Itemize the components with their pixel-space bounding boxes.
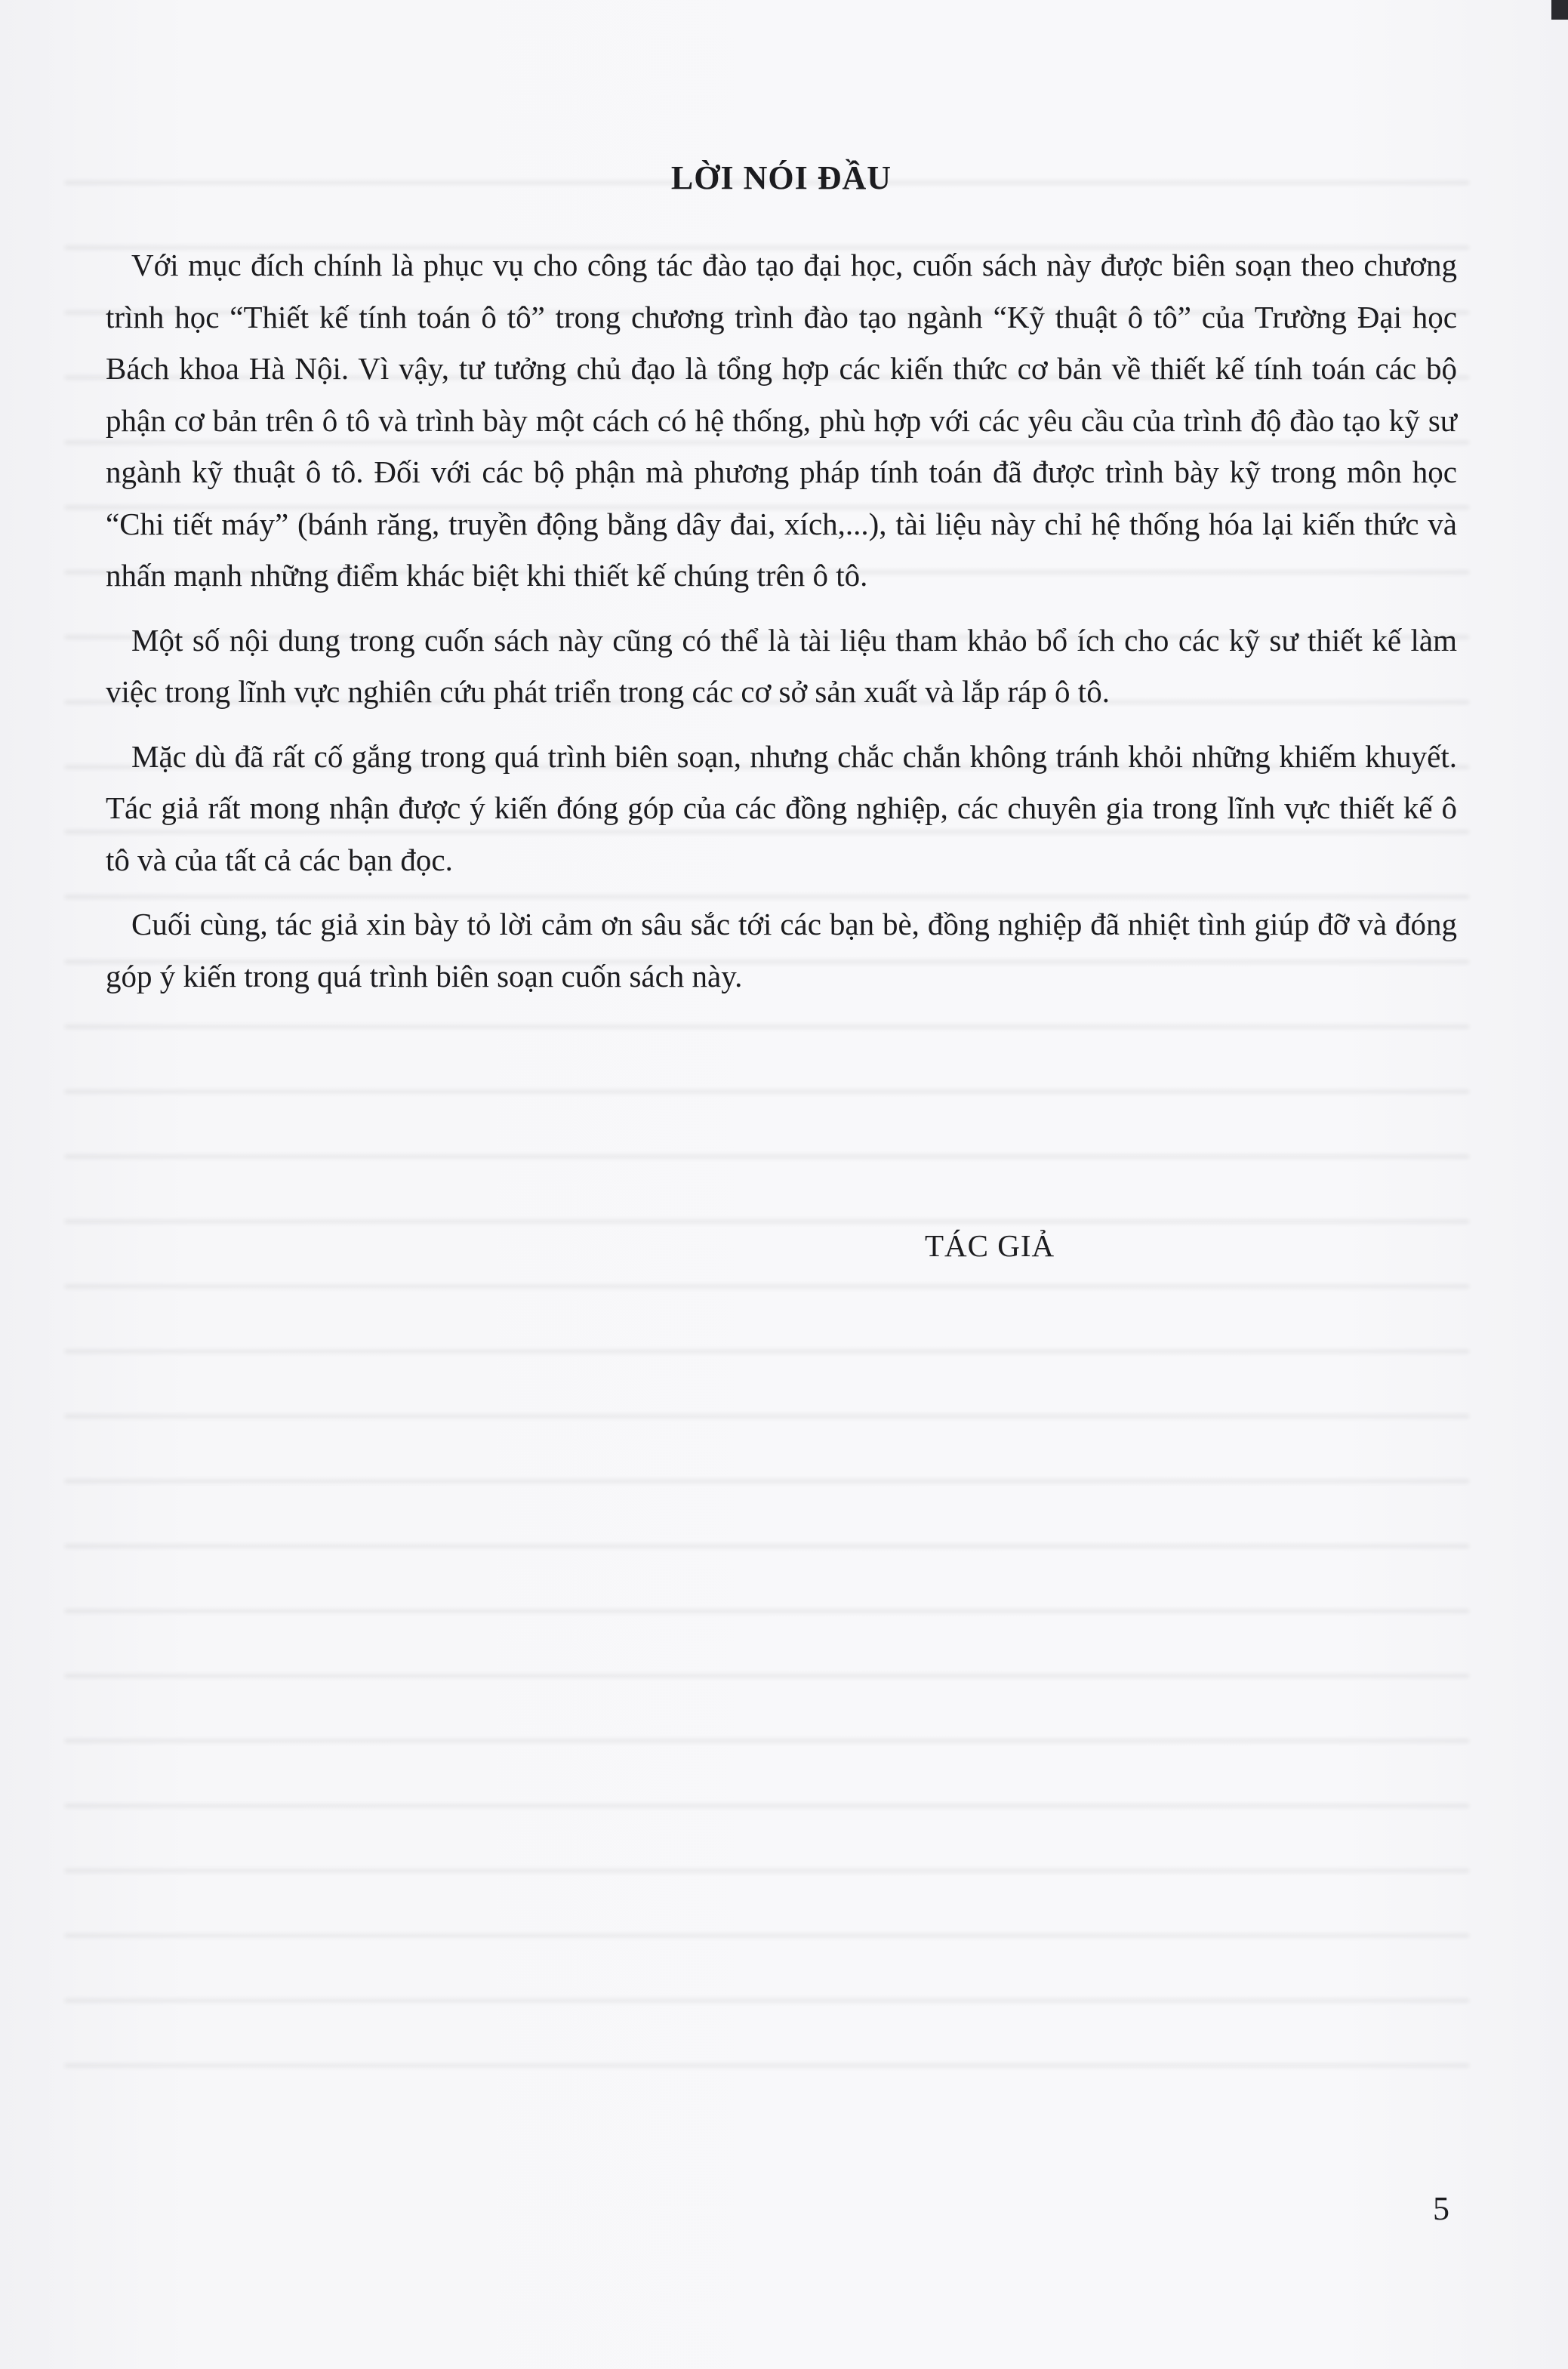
paragraph-1: Với mục đích chính là phục vụ cho công tác đào tạo đại học, cuốn sách này được biên soạn theo chương trình học “Thiết kế tính toán ô tô” trong chương trình đào tạo ngành “Kỹ thuật ô tô” của Trường Đại học Bách khoa Hà Nội. Vì vậy, tư tưởng chủ đạo là tổng hợp các kiến thức cơ bản về thiết kế tính toán các bộ phận cơ bản trên ô tô và trình bày một cách có hệ thống, phù hợp với các yêu cầu của trình độ đào tạo kỹ sư ngành kỹ thuật ô tô. Đối với các bộ phận mà phương pháp tính toán đã được trình bày kỹ trong môn học “Chi tiết máy” (bánh răng, truyền động bằng dây đai, xích,...), tài liệu này chỉ hệ thống hóa lại kiến thức và nhấn mạnh những điểm khác biệt khi thiết kế chúng trên ô tô. xyxy=(106,248,1457,593)
author-signature: TÁC GIẢ xyxy=(925,1228,1055,1263)
page-title: LỜI NÓI ĐẦU xyxy=(670,159,892,196)
paragraph-3: Mặc dù đã rất cố gắng trong quá trình biên soạn, nhưng chắc chắn không tránh khỏi những khiếm khuyết. Tác giả rất mong nhận được ý kiến đóng góp của các đồng nghiệp, các chuyên gia trong lĩnh vực thiết kế ô tô và của tất cả các bạn đọc. xyxy=(106,738,1457,877)
paragraph-2: Một số nội dung trong cuốn sách này cũng có thể là tài liệu tham khảo bổ ích cho các kỹ sư thiết kế làm việc trong lĩnh vực nghiên cứu phát triển trong các cơ sở sản xuất và lắp ráp ô tô. xyxy=(106,622,1457,709)
scan-corner-mark xyxy=(1551,0,1568,20)
page-number: 5 xyxy=(1433,2190,1449,2227)
paragraph-4: Cuối cùng, tác giả xin bày tỏ lời cảm ơn sâu sắc tới các bạn bè, đồng nghiệp đã nhiệt tình giúp đỡ và đóng góp ý kiến trong quá trình biên soạn cuốn sách này. xyxy=(106,907,1457,994)
page-content xyxy=(106,159,1457,1015)
